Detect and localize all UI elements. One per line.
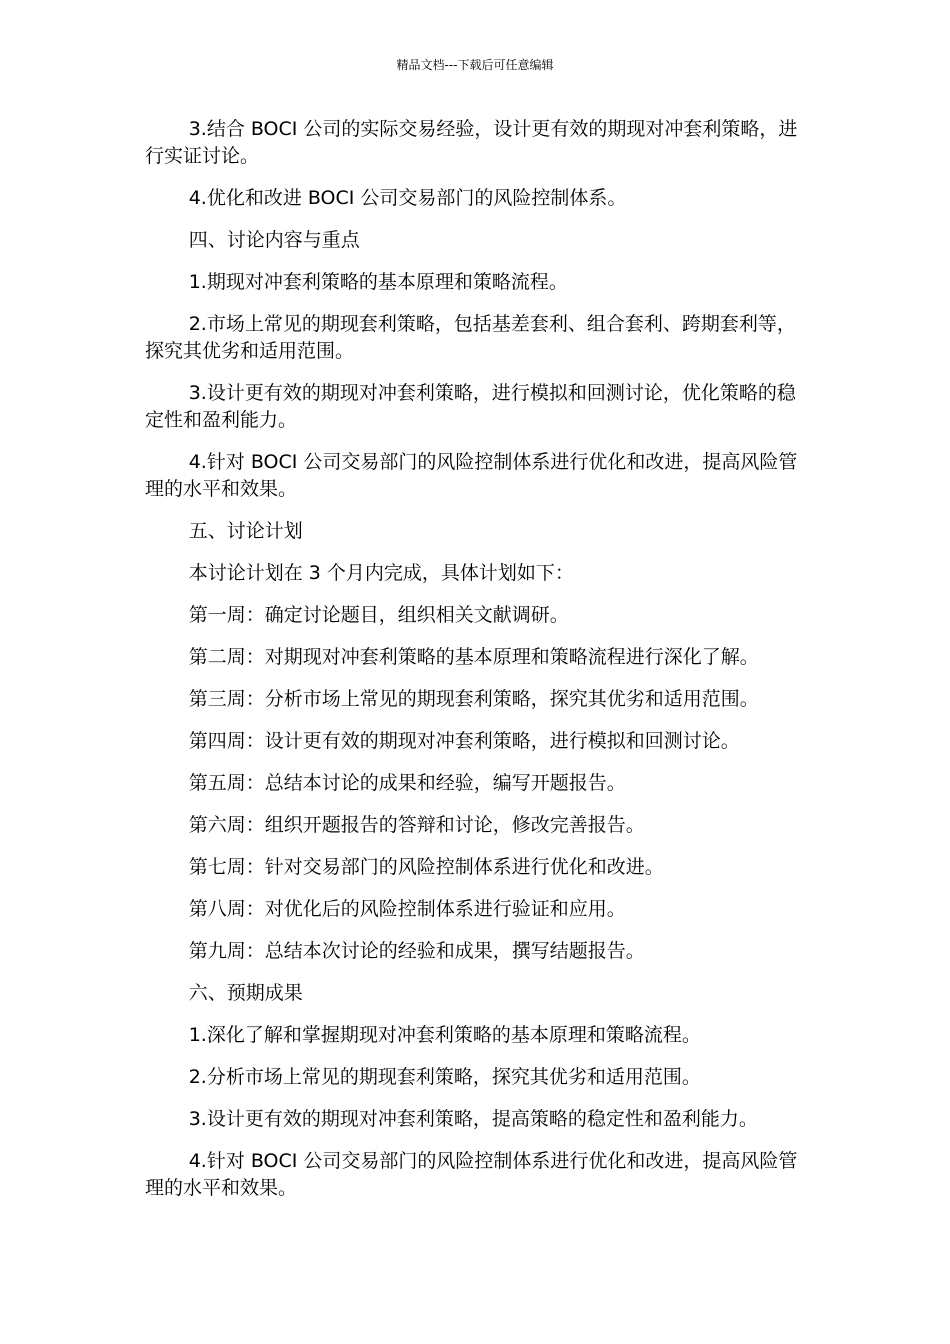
- paragraph-content-1: 1.期现对冲套利策略的基本原理和策略流程。: [188, 271, 568, 293]
- section-heading-results: 六、预期成果: [188, 982, 303, 1004]
- plan-week-3: 第三周：分析市场上常见的期现套利策略，探究其优劣和适用范围。: [188, 688, 759, 710]
- paragraph-content-2: 2.市场上常见的期现套利策略，包括基差套利、组合套利、跨期套利等，探究其优劣和适用范围。: [145, 313, 796, 362]
- plan-week-2: 第二周：对期现对冲套利策略的基本原理和策略流程进行深化了解。: [188, 646, 759, 668]
- paragraph-result-2: 2.分析市场上常见的期现套利策略，探究其优劣和适用范围。: [188, 1066, 701, 1088]
- plan-week-4: 第四周：设计更有效的期现对冲套利策略，进行模拟和回测讨论。: [188, 730, 740, 752]
- paragraph-result-4: 4.针对 BOCI 公司交易部门的风险控制体系进行优化和改进，提高风险管理的水平和效果。: [145, 1150, 798, 1199]
- section-heading-plan: 五、讨论计划: [188, 520, 303, 542]
- document-body: [145, 116, 805, 1217]
- plan-week-5: 第五周：总结本讨论的成果和经验，编写开题报告。: [188, 772, 626, 794]
- paragraph-content-4: 4.针对 BOCI 公司交易部门的风险控制体系进行优化和改进，提高风险管理的水平和效果。: [145, 451, 798, 500]
- plan-week-1: 第一周：确定讨论题目，组织相关文献调研。: [188, 604, 569, 626]
- paragraph-goal-3: 3.结合 BOCI 公司的实际交易经验，设计更有效的期现对冲套利策略，进行实证讨论。: [145, 118, 798, 167]
- section-heading-content: 四、讨论内容与重点: [188, 229, 360, 251]
- paragraph-content-3: 3.设计更有效的期现对冲套利策略，进行模拟和回测讨论，优化策略的稳定性和盈利能力。: [145, 382, 796, 431]
- paragraph-result-3: 3.设计更有效的期现对冲套利策略，提高策略的稳定性和盈利能力。: [188, 1108, 758, 1130]
- plan-week-8: 第八周：对优化后的风险控制体系进行验证和应用。: [188, 898, 626, 920]
- page-header: 精品文档---下载后可任意编辑: [396, 58, 554, 72]
- plan-week-6: 第六周：组织开题报告的答辩和讨论，修改完善报告。: [188, 814, 645, 836]
- plan-week-7: 第七周：针对交易部门的风险控制体系进行优化和改进。: [188, 856, 664, 878]
- paragraph-goal-4: 4.优化和改进 BOCI 公司交易部门的风险控制体系。: [188, 187, 627, 209]
- paragraph-result-1: 1.深化了解和掌握期现对冲套利策略的基本原理和策略流程。: [188, 1024, 701, 1046]
- paragraph-plan-intro: 本讨论计划在 3 个月内完成，具体计划如下：: [188, 562, 574, 584]
- plan-week-9: 第九周：总结本次讨论的经验和成果，撰写结题报告。: [188, 940, 645, 962]
